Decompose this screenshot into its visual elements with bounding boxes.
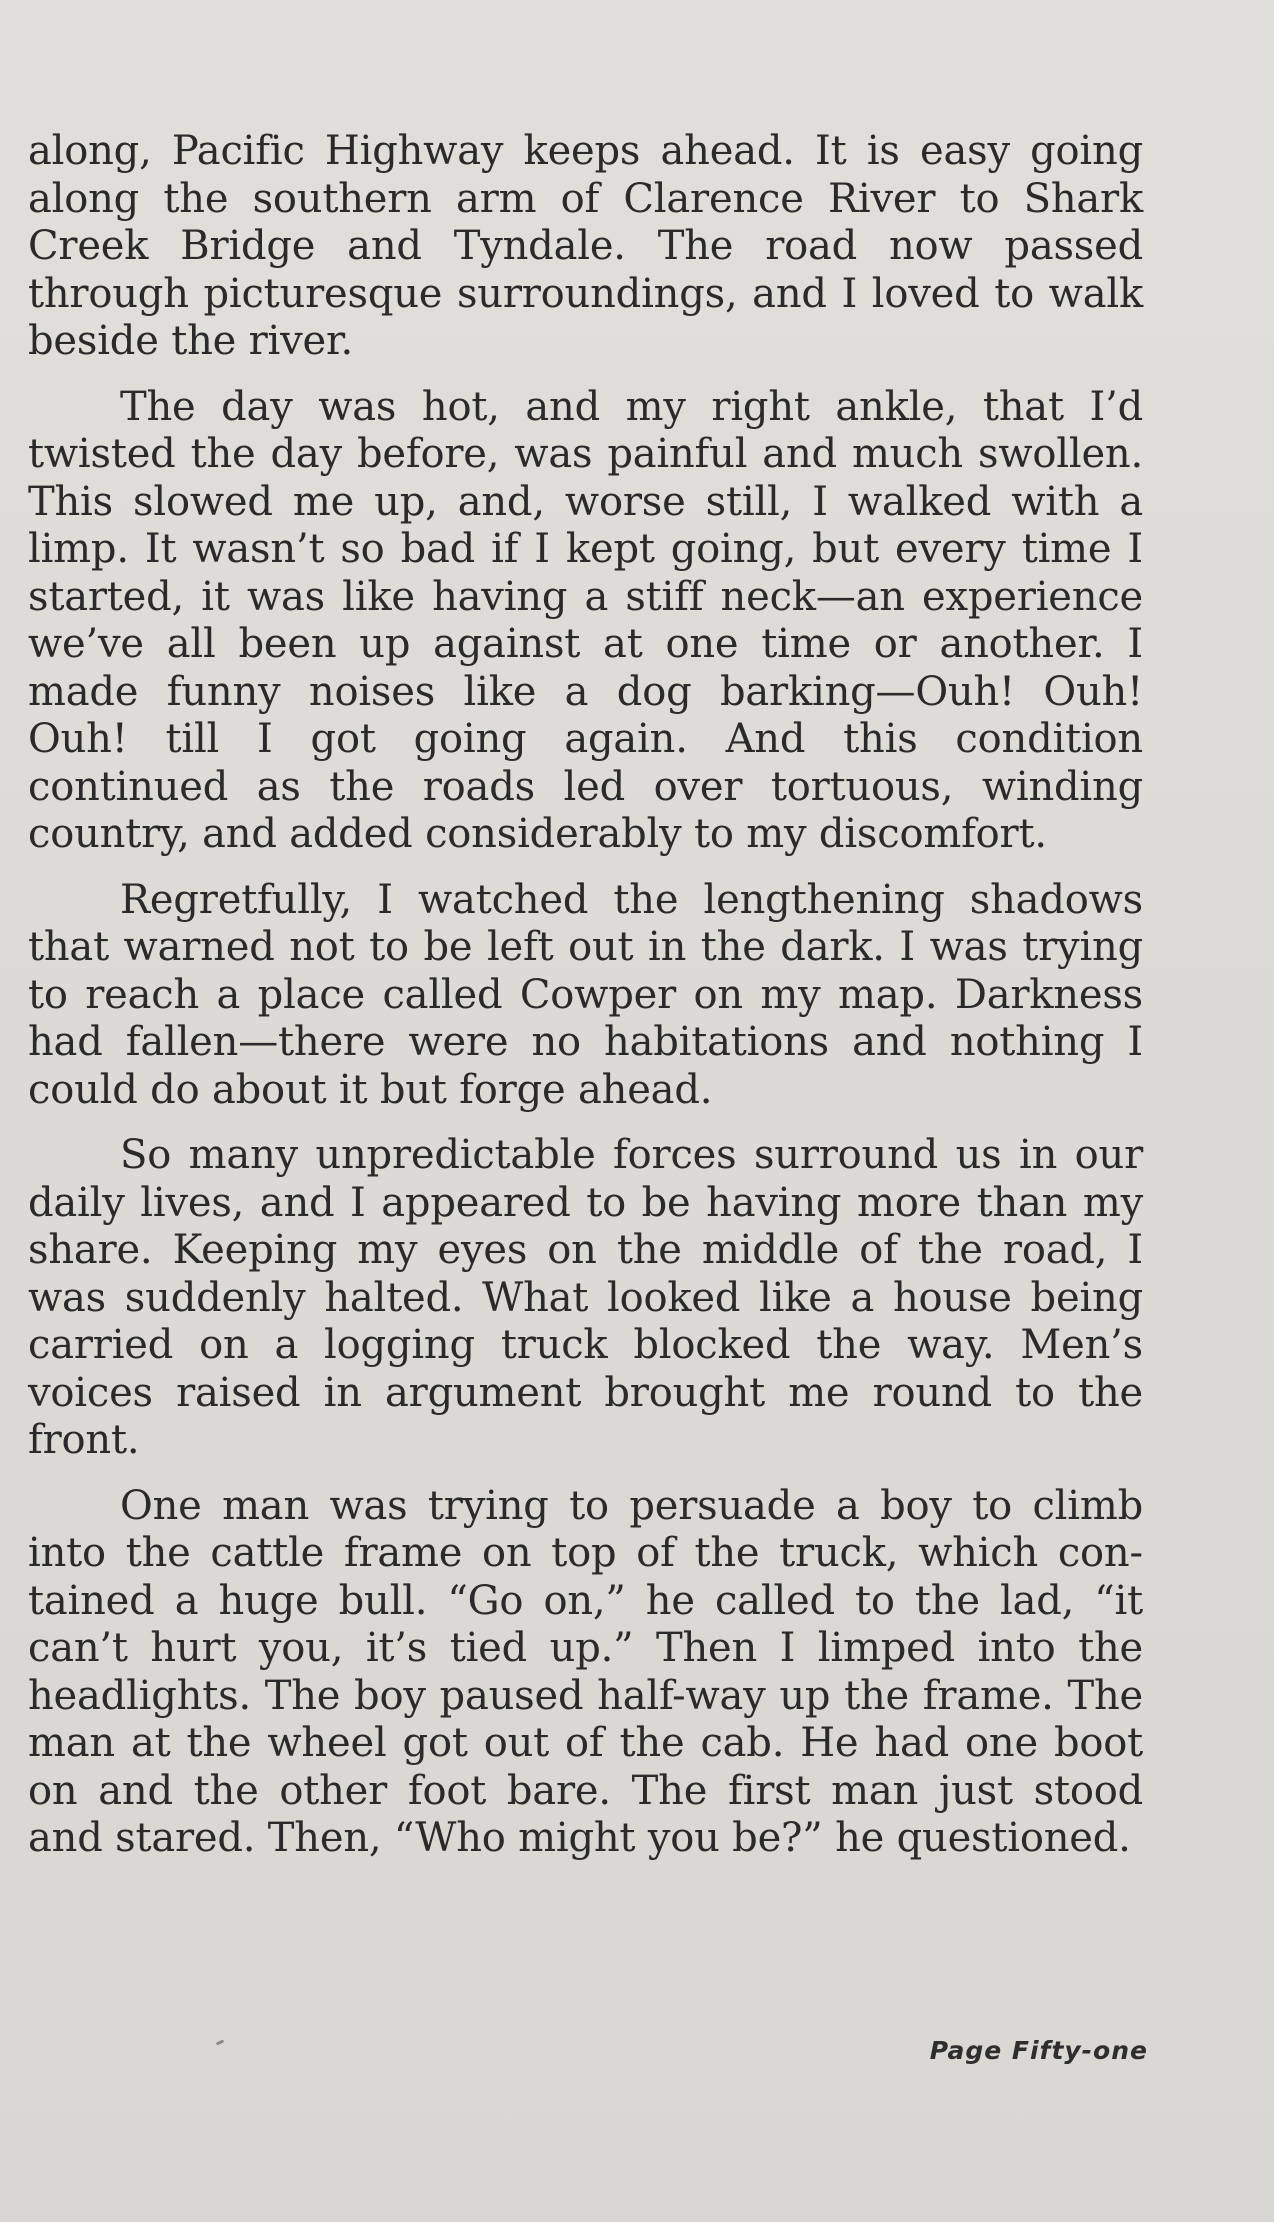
paper-speck <box>216 2039 225 2045</box>
paragraph-5: One man was trying to persuade a boy to climb into the cattle frame on top of the truck, which contained a huge bull. “Go on,” he called to the lad, “it can’t hurt you, it’s tied up.” Then I limped into the headlights. The boy paused half-way up the frame. The man at the wheel got out of the cab. He had one boot on and the other foot bare. The first man just stood and stared. Then, “Who might you be?” he questioned. <box>28 1482 1143 1861</box>
paragraph-2: The day was hot, and my right ankle, that I’d twisted the day before, was painful and much swollen. This slowed me up, and, worse still, I walked with a limp. It wasn’t so bad if I kept going, but every time I started, it was like having a stiff neck—an experience we’ve all been up against at one time or another. I made funny noises like a dog barking—Ouh! Ouh! Ouh! till I got going again. And this condition continued as the roads led over tortuous, winding country, and added considerably to my discomfort. <box>28 383 1143 857</box>
paragraph-1: along, Pacific Highway keeps ahead. It is easy going along the southern arm of Clarence River to Shark Creek Bridge and Tyndale. The road now passed through picturesque surroundings, and I loved to walk beside the river. <box>28 128 1143 364</box>
body-text <box>28 128 1143 1881</box>
paragraph-3: Regretfully, I watched the lengthening shadows that warned not to be left out in the dark. I was trying to reach a place called Cowper on my map. Darkness had fallen—there were no habitations and nothing I could do about it but forge ahead. <box>28 876 1143 1113</box>
paragraph-4: So many unpredictable forces surround us in our daily lives, and I appeared to be having more than my share. Keeping my eyes on the middle of the road, I was suddenly halted. What looked like a house being carried on a logging truck blocked the way. Men’s voices raised in argument brought me round to the front. <box>28 1132 1143 1463</box>
page-number: Page Fifty-one <box>929 2036 1148 2065</box>
